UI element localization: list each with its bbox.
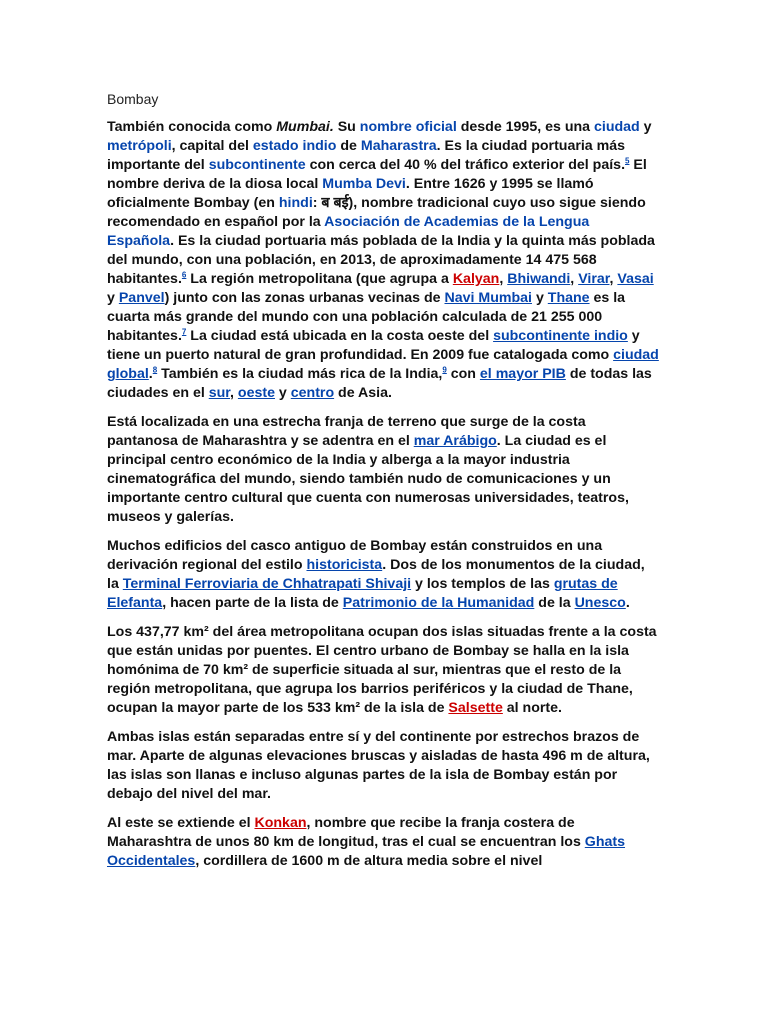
text: . La ciudad es el principal centro económico de la India y alberga a la mayor industria cinematográfica del mundo, siendo también nudo de comunicaciones y un importante centro cultural que cuenta con numerosas universidades, teatros, museos y galerías. — [107, 433, 629, 525]
text: de todas las ciudades en el — [107, 366, 652, 401]
link-vasai[interactable]: Vasai — [617, 271, 654, 287]
link-estado-indio[interactable]: estado indio — [252, 138, 337, 154]
text: La ciudad está ubicada en la costa oeste del — [186, 328, 494, 344]
text: : ब बई), nombre tradicional cuyo uso sigue siendo recomendado en español por la — [107, 195, 646, 230]
text: y tiene un puerto natural de gran profundidad. En 2009 fue catalogada como — [107, 328, 640, 363]
link-konkan[interactable]: Konkan — [254, 815, 307, 831]
text: . — [148, 366, 153, 382]
text: Los 437,77 km² del área metropolitana ocupan dos islas situadas frente a la costa que están unidas por puentes. El centro urbano de Bombay se halla en la isla homónima de 70 km² de superficie situada al sur, mientras que el resto de la región metropolitana, que agrupa los barrios periféricos y la ciudad de Thane, ocupan la mayor parte de los 533 km² de la isla de — [107, 624, 657, 716]
text: . — [625, 595, 630, 611]
link-ciudad-global[interactable]: ciudad global — [107, 347, 659, 382]
text: Muchos edificios del casco antiguo de Bombay están construidos en una derivación regional del estilo — [107, 538, 603, 573]
text: , capital del — [171, 138, 253, 154]
text: y — [639, 119, 652, 135]
link-panvel[interactable]: Panvel — [118, 290, 165, 306]
link-mumba-devi[interactable]: Mumba Devi — [322, 176, 406, 192]
text: de Asia. — [334, 385, 392, 401]
link-patrimonio-humanidad[interactable]: Patrimonio de la Humanidad — [342, 595, 535, 611]
link-sur[interactable]: sur — [208, 385, 231, 401]
link-grutas-elefanta[interactable]: grutas de Elefanta — [107, 576, 618, 611]
paragraph-6 — [107, 814, 659, 871]
text: La región metropolitana (que agrupa a — [186, 271, 453, 287]
paragraph-5 — [107, 728, 659, 804]
link-ghats-occidentales[interactable]: Ghats Occidentales — [107, 834, 626, 869]
link-kalyan[interactable]: Kalyan — [452, 271, 500, 287]
link-unesco[interactable]: Unesco — [574, 595, 626, 611]
link-subcontinente[interactable]: subcontinente — [208, 157, 306, 173]
text: desde 1995, es una — [456, 119, 594, 135]
link-mayor-pib[interactable]: el mayor PIB — [479, 366, 566, 382]
paragraph-4 — [107, 623, 659, 718]
article-body — [107, 118, 659, 881]
link-bhiwandi[interactable]: Bhiwandi — [507, 271, 571, 287]
text: Está localizada en una estrecha franja de terreno que surge de la costa pantanosa de Maharashtra y se adentra en el — [107, 414, 586, 449]
paragraph-2 — [107, 413, 659, 527]
text: Al este se extiende el — [107, 815, 255, 831]
link-virar[interactable]: Virar — [578, 271, 610, 287]
paragraph-3 — [107, 537, 659, 613]
link-maharastra[interactable]: Maharastra — [360, 138, 437, 154]
reference-7-link[interactable]: 7 — [181, 327, 187, 337]
text: ) junto con las zonas urbanas vecinas de — [164, 290, 445, 306]
reference-8-link[interactable]: 8 — [152, 365, 158, 375]
text: . Es la ciudad portuaria más poblada de la India y la quinta más poblada del mundo, con una población, en 2013, de aproximadamente 14 475 568 habitantes. — [107, 233, 655, 287]
link-centro[interactable]: centro — [290, 385, 335, 401]
text: , nombre que recibe la franja costera de Maharashtra de unos 80 km de longitud, tras el cual se encuentran los — [107, 815, 585, 850]
link-nombre-oficial[interactable]: nombre oficial — [359, 119, 457, 135]
link-oeste[interactable]: oeste — [237, 385, 275, 401]
text: , hacen parte de la lista de — [162, 595, 343, 611]
text: . Es la ciudad portuaria más importante del — [107, 138, 626, 173]
reference-5-link[interactable]: 5 — [625, 156, 630, 166]
mumbai-italic: Mumbai. — [276, 119, 334, 135]
link-hindi[interactable]: hindi — [278, 195, 313, 211]
text: de — [336, 138, 361, 154]
link-metropoli[interactable]: metrópoli — [107, 138, 172, 154]
link-mar-arabigo[interactable]: mar Arábigo — [413, 433, 497, 449]
text: Ambas islas están separadas entre sí y del continente por estrechos brazos de mar. Aparte de algunas elevaciones bruscas y aisladas de hasta 496 m de altura, las islas son llanas e incluso algunas partes de la isla de Bombay están por debajo del nivel del mar. — [107, 729, 650, 802]
reference-9-link[interactable]: 9 — [442, 365, 447, 375]
text: es la cuarta más grande del mundo con una población calculada de 21 255 000 habitantes. — [107, 290, 626, 344]
link-historicista[interactable]: historicista — [306, 557, 383, 573]
reference-6-link[interactable]: 6 — [181, 270, 187, 280]
text: y — [274, 385, 291, 401]
text: y — [107, 290, 119, 306]
text: y — [532, 290, 548, 306]
text: Su — [333, 119, 360, 135]
document-title: Bombay — [107, 91, 159, 107]
text: al norte. — [502, 700, 562, 716]
text: y los templos de las — [411, 576, 554, 592]
text: , — [230, 385, 238, 401]
link-asale[interactable]: Asociación de Academias de la Lengua Española — [107, 214, 590, 249]
paragraph-1 — [107, 118, 659, 403]
text: , — [499, 271, 508, 287]
text: También es la ciudad más rica de la India, — [157, 366, 443, 382]
link-navi-mumbai[interactable]: Navi Mumbai — [444, 290, 532, 306]
text: . Entre 1626 y 1995 se llamó oficialmente Bombay (en — [107, 176, 594, 211]
link-subcontinente-indio[interactable]: subcontinente indio — [493, 328, 628, 344]
text: El nombre deriva de la diosa local — [107, 157, 647, 192]
text: También conocida como — [107, 119, 277, 135]
text: , — [609, 271, 618, 287]
text: con cerca del 40 % del tráfico exterior del país. — [305, 157, 626, 173]
text: de la — [534, 595, 575, 611]
text: , — [570, 271, 579, 287]
text: con — [446, 366, 480, 382]
link-thane[interactable]: Thane — [547, 290, 590, 306]
text: , cordillera de 1600 m de altura media sobre el nivel — [195, 853, 543, 869]
text: . Dos de los monumentos de la ciudad, la — [107, 557, 645, 592]
link-terminal-chhatrapati-shivaji[interactable]: Terminal Ferroviaria de Chhatrapati Shivaji — [122, 576, 412, 592]
link-salsette[interactable]: Salsette — [448, 700, 503, 716]
link-ciudad[interactable]: ciudad — [594, 119, 640, 135]
